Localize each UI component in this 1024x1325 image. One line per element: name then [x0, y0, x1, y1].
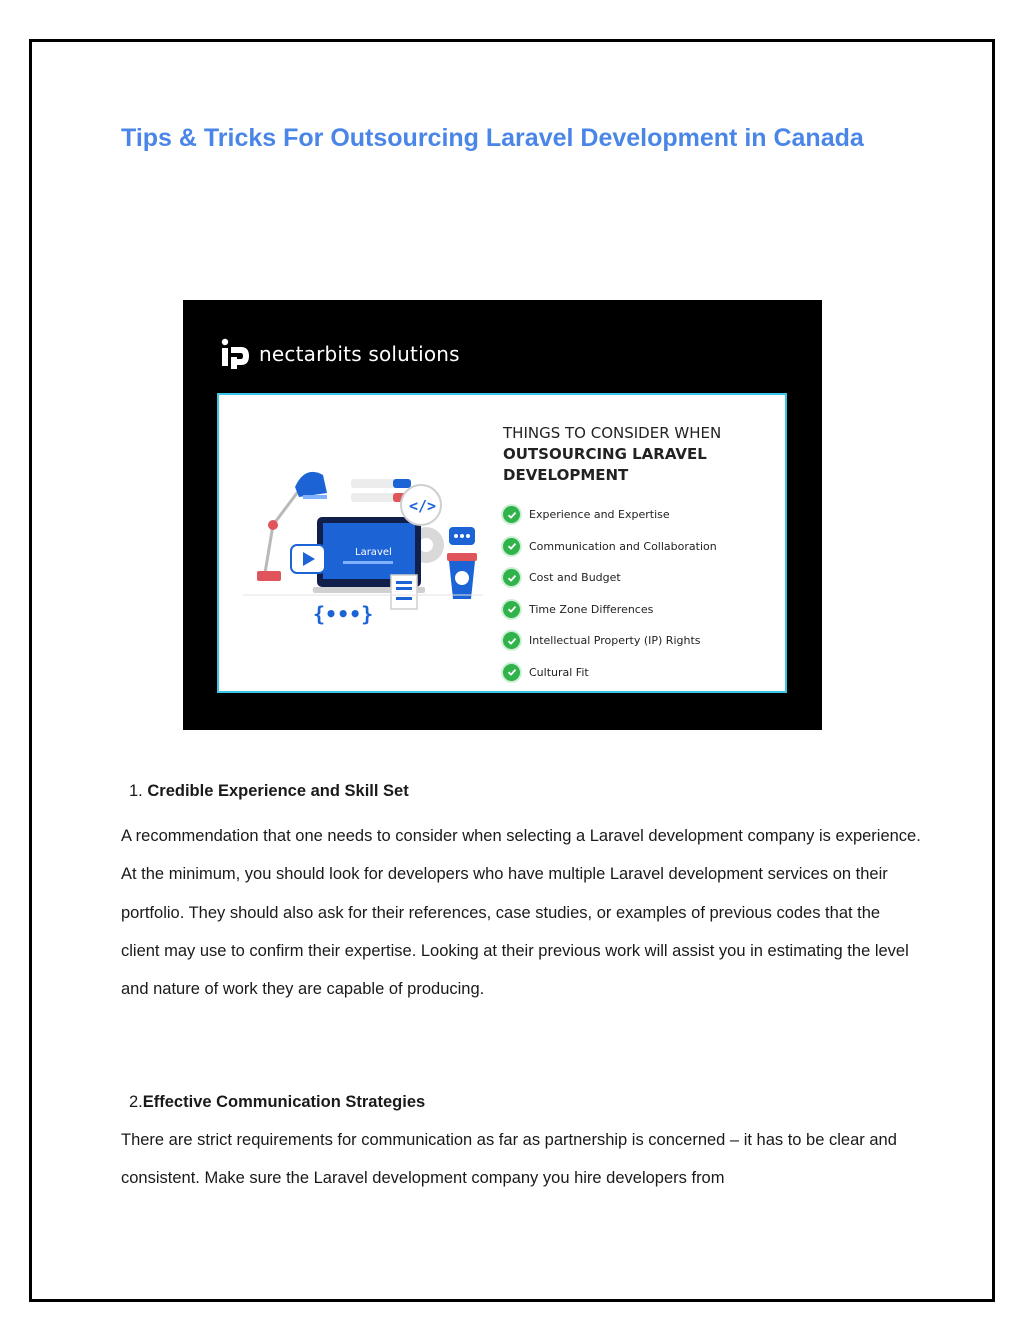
list-item: Intellectual Property (IP) Rights	[503, 625, 717, 657]
banner-card	[217, 393, 787, 693]
check-circle-icon	[503, 601, 520, 618]
list-item: Time Zone Differences	[503, 594, 717, 626]
banner-image	[183, 300, 822, 730]
list-item: Communication and Collaboration	[503, 531, 717, 563]
consideration-list	[503, 499, 717, 688]
banner-heading: THINGS TO CONSIDER WHEN OUTSOURCING LARAVEL DEVELOPMENT	[503, 424, 722, 484]
section-paragraph: There are strict requirements for communication as far as partnership is concerned – it has to be clear and consistent. Make sure the Laravel development company you hire developers from	[121, 1131, 897, 1188]
document-title: Tips & Tricks For Outsourcing Laravel Development in Canada	[121, 124, 864, 152]
brand-logo	[217, 334, 460, 374]
check-circle-icon	[503, 538, 520, 555]
list-item: Cost and Budget	[503, 562, 717, 594]
svg-text:Laravel: Laravel	[355, 547, 392, 558]
section-heading: 2.Effective Communication Strategies	[129, 1093, 426, 1111]
check-circle-icon	[503, 506, 520, 523]
list-item: Experience and Expertise	[503, 499, 717, 531]
check-circle-icon	[503, 664, 520, 681]
check-circle-icon	[503, 569, 520, 586]
svg-text:</>: </>	[409, 497, 437, 515]
nectarbits-logo-icon	[217, 337, 251, 371]
list-item: Cultural Fit	[503, 657, 717, 689]
section-paragraph: A recommendation that one needs to consider when selecting a Laravel development company is experience. At the minimum, you should look for developers who have multiple Laravel development services on their portfolio. They should also ask for their references, case studies, or examples of previous codes that the client may use to confirm their expertise. Looking at their previous work will assist you in estimating the level and nature of work they are capable of producing.	[121, 827, 921, 999]
brand-name: nectarbits solutions	[259, 342, 460, 366]
laravel-developer-illustration-icon	[243, 465, 483, 635]
check-circle-icon	[503, 632, 520, 649]
svg-text:{•••}: {•••}	[313, 602, 374, 626]
section-heading: 1. Credible Experience and Skill Set	[129, 782, 409, 800]
